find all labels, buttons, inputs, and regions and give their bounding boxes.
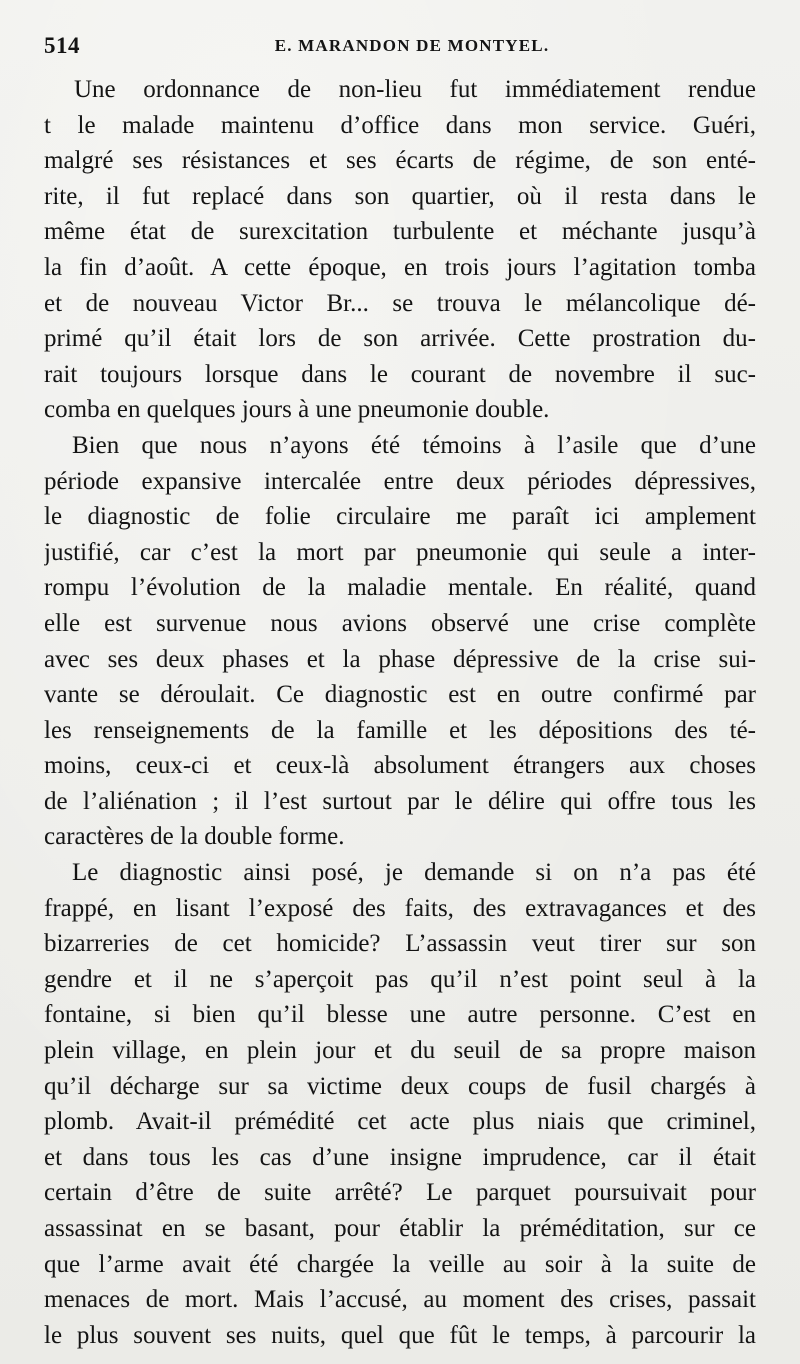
text-line: et dans tous les cas d’une insigne imprudence, car il était (44, 1143, 756, 1171)
text-line: les renseignements de la famille et les dépositions des té- (44, 716, 756, 744)
page-header (44, 33, 756, 63)
body-text (44, 72, 756, 1353)
text-line: rite, il fut replacé dans son quartier, où il resta dans le (44, 182, 756, 210)
text-line: Bien que nous n’ayons été témoins à l’asile que d’une (72, 431, 756, 459)
text-line: qu’il décharge sur sa victime deux coups de fusil chargés à (44, 1072, 756, 1100)
text-line: plein village, en plein jour et du seuil de sa propre maison (44, 1037, 756, 1065)
paragraph (44, 428, 756, 855)
text-line: frappé, en lisant l’exposé des faits, des extravagances et des (44, 894, 756, 922)
text-line: comba en quelques jours à une pneumonie double. (44, 396, 550, 424)
text-line: que l’arme avait été chargée la veille au soir à la suite de (44, 1250, 756, 1278)
text-line: bizarreries de cet homicide? L’assassin veut tirer sur son (44, 930, 756, 958)
text-line: elle est survenue nous avions observé une crise complète (44, 609, 756, 637)
paragraph (44, 855, 756, 1353)
text-line: Une ordonnance de non-lieu fut immédiatement rendue (74, 76, 756, 103)
running-head: E. MARANDON DE MONTYEL. (274, 36, 550, 55)
text-line: fontaine, si bien qu’il blesse une autre personne. C’est en (44, 1001, 756, 1029)
text-line: t le malade maintenu d’office dans mon service. Guéri, (44, 111, 756, 139)
text-line: malgré ses résistances et ses écarts de régime, de son enté- (44, 147, 756, 175)
text-line: le diagnostic de folie circulaire me paraît ici amplement (44, 503, 756, 531)
text-line: le plus souvent ses nuits, quel que fût le temps, à parcourir la (44, 1321, 756, 1349)
text-line: justifié, car c’est la mort par pneumonie qui seule a inter- (44, 538, 756, 566)
text-line: Le diagnostic ainsi posé, je demande si on n’a pas été (72, 859, 756, 887)
paragraph (44, 72, 756, 428)
text-line: certain d’être de suite arrêté? Le parquet poursuivait pour (44, 1179, 756, 1207)
text-line: vante se déroulait. Ce diagnostic est en outre confirmé par (44, 681, 756, 709)
text-line: menaces de mort. Mais l’accusé, au moment des crises, passait (44, 1286, 756, 1314)
text-line: caractères de la double forme. (44, 823, 345, 851)
text-line: gendre et il ne s’aperçoit pas qu’il n’est point seul à la (44, 965, 756, 993)
text-line: plomb. Avait-il prémédité cet acte plus niais que criminel, (44, 1108, 756, 1136)
text-line: moins, ceux-ci et ceux-là absolument étrangers aux choses (44, 752, 756, 780)
page-number: 514 (44, 33, 80, 58)
text-line: la fin d’août. A cette époque, en trois jours l’agitation tomba (44, 253, 756, 281)
text-line: assassinat en se basant, pour établir la préméditation, sur ce (44, 1215, 756, 1242)
text-line: rompu l’évolution de la maladie mentale. En réalité, quand (44, 574, 756, 602)
text-line: rait toujours lorsque dans le courant de novembre il suc- (44, 360, 756, 388)
text-line: et de nouveau Victor Br... se trouva le mélancolique dé- (44, 289, 756, 317)
text-line: période expansive intercalée entre deux périodes dépressives, (44, 467, 756, 495)
text-line: primé qu’il était lors de son arrivée. Cette prostration du- (44, 325, 756, 353)
text-line: de l’aliénation ; il l’est surtout par le délire qui offre tous les (44, 787, 756, 815)
text-line: avec ses deux phases et la phase dépressive de la crise sui- (44, 645, 756, 673)
text-line: même état de surexcitation turbulente et méchante jusqu’à (44, 218, 756, 246)
